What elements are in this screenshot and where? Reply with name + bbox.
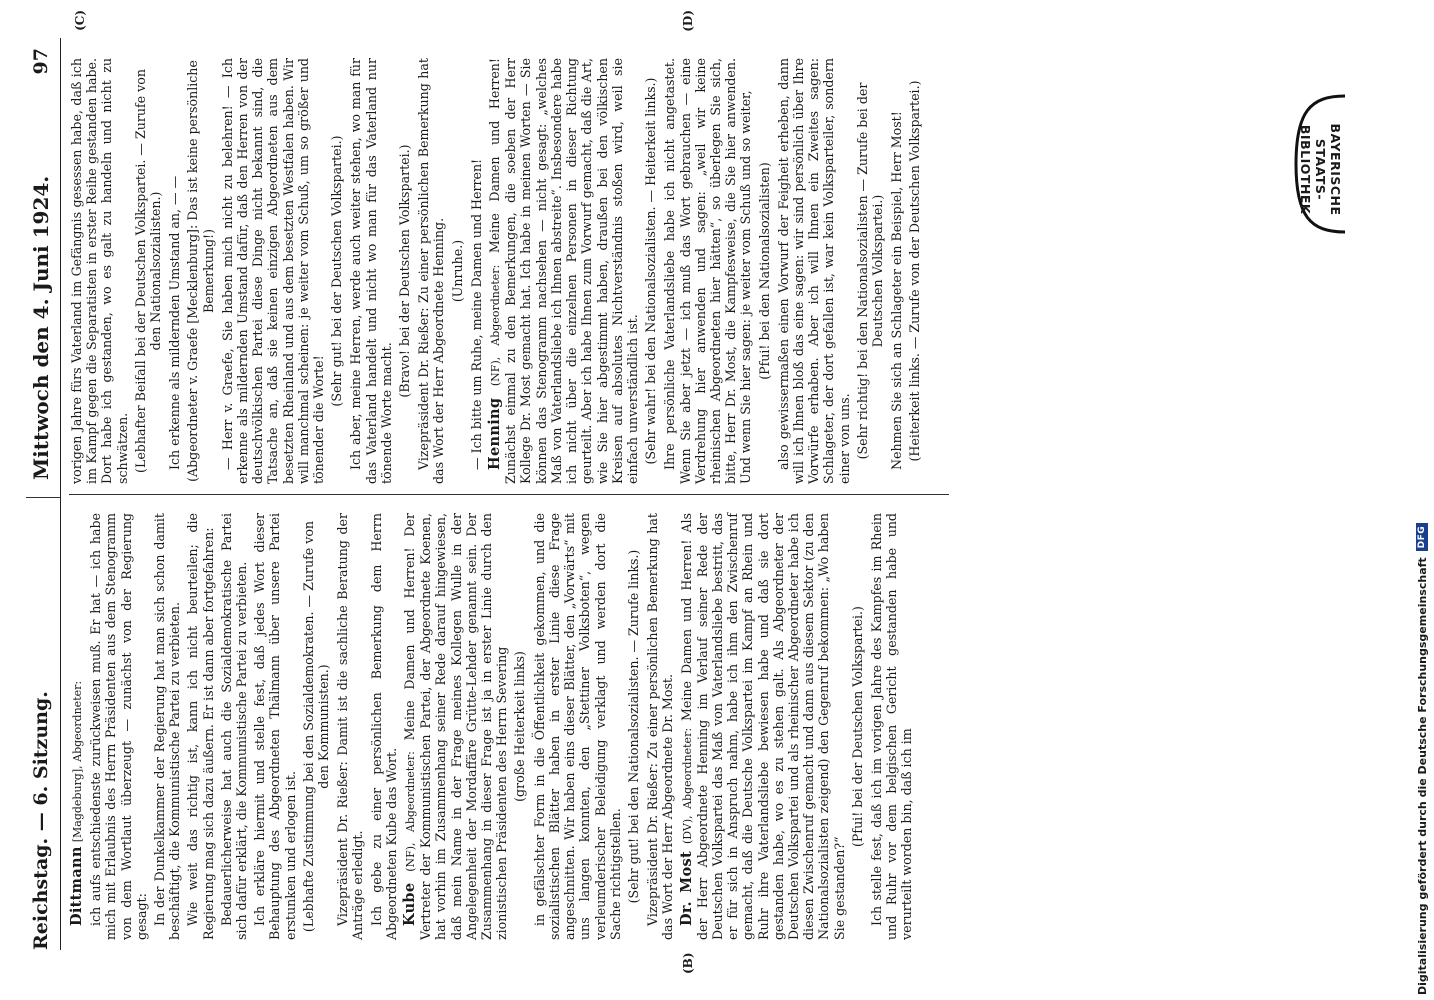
- body-paragraph: Ich stelle fest, daß ich im vorigen Jahre des Kampfes im Rhein und Ruhr vor dem belgischen Gericht gestanden habe und verurteilt worden bin, daß ich im: [868, 513, 915, 940]
- body-paragraph: Bedauerlicherweise hat auch die Sozialdemokratische Partei sich dafür erklärt, die Kommunistische Partei zu verbieten.: [218, 513, 250, 940]
- interjection: (Bravo! bei der Deutschen Volkspartei.): [397, 144, 413, 398]
- speaker-role: (DV), Abgeordneter:: [680, 727, 694, 845]
- stamp-line: STAATS-: [1313, 138, 1328, 201]
- body-paragraph: vorigen Jahre fürs Vaterland im Gefängnis gesessen habe, daß ich im Kampf gegen die Separatisten in erster Reihe gestanden habe. Dort habe ich gestanden, wo es galt zu handeln und nicht zu schwätzen.: [69, 58, 130, 484]
- body-paragraph: Vizepräsident Dr. Rießer: Zu einer persönlichen Bemerkung hat das Wort der Herr Abgeordnete Henning.: [416, 58, 447, 484]
- header-session: Reichstag. — 6. Sitzung.: [30, 691, 52, 950]
- text-columns: [68, 10, 949, 974]
- speaker-role: [Magdeburg], Abgeordneter:: [71, 680, 84, 843]
- header-divider: [26, 497, 60, 498]
- margin-marker-b: (B): [681, 952, 695, 974]
- page-header: [26, 38, 61, 950]
- library-stamp: [1290, 92, 1352, 237]
- interjection: (Pfui! bei der Deutschen Volkspartei.): [849, 606, 865, 847]
- interjection: (Sehr gut! bei den Nationalsozialisten. — Zurufe links.): [625, 549, 641, 904]
- interjection: (Lebhafte Zustimmung bei den Sozialdemokraten. — Zurufe von den Kommunisten.): [300, 520, 332, 933]
- dfg-logo: DFG: [1416, 523, 1428, 552]
- right-column: [69, 10, 949, 495]
- header-date: Mittwoch den 4. Juni 1924.: [29, 175, 53, 480]
- speech-text: Meine Damen und Herren! Zunächst einmal zu den Bemerkungen, die soeben der Herr Kollege Dr. Most gemacht hat. Ich habe in meinen Worten — Sie können das Stenogramm nachsehen — nicht gesagt: „welches Maß von Vaterlandsliebe ich Ihnen abstreite“. Insbesondere habe ich nicht über die einzelnen Personen in dieser Richtung geurteilt. Aber ich habe Ihnen zum Vorwurf gemacht, daß die Art, wie Sie hier abgestimmt haben, draußen bei den völkischen Kreisen auf absolutes Nichtverständnis stoßen wird, weil sie einfach unverständlich ist.: [487, 58, 640, 484]
- stamp-line: BIBLIOTHEK: [1298, 124, 1313, 215]
- body-paragraph: Vizepräsident Dr. Rießer: Damit ist die sachliche Beratung der Anträge erledigt.: [335, 513, 366, 940]
- speaker-role: (NF), Abgeordneter:: [489, 264, 503, 387]
- stamp-line: BAYERISCHE: [1328, 123, 1343, 216]
- document-page: [20, 10, 1380, 980]
- body-paragraph: Nehmen Sie sich an Schlageter ein Beispiel, Herr Most!: [889, 111, 905, 470]
- speech-text: Meine Damen und Herren! Der Vertreter der Kommunistischen Partei, der Abgeordnete Koenen, hat vorhin im Zusammenhang seiner Rede darauf hingewiesen, daß mein Name in der Frage meines Kollegen Wulle in der Angelegenheit der Mordaffäre Grütte-Lehder genannt sein. Der Zusammenhang in dieser Frage ist ja in erster Linie durch den zionistischen Präsidenten des Herrn Severing: [402, 513, 510, 940]
- speaker-name: Dr. Most: [677, 851, 695, 926]
- margin-marker-d: (D): [681, 10, 695, 32]
- interjection: (Lebhafter Beifall bei der Deutschen Volkspartei. — Zurufe von den Nationalsozialisten.): [132, 69, 164, 473]
- interjection: (große Heiterkeit links): [512, 651, 528, 802]
- body-paragraph: Ich erkenne als mildernden Umstand an, — —: [167, 175, 183, 470]
- body-paragraph: Ich gebe zu einer persönlichen Bemerkung dem Herrn Abgeordneten Kube das Wort.: [368, 513, 399, 940]
- body-paragraph: Ihre persönliche Vaterlandsliebe habe ich nicht angetastet. Wenn Sie aber jetzt — ich muß das Wort gebrauchen — eine Verdrehung hier anwenden und sagen: „weil wir keine rheinischen Abgeordneten hier hätten“, so überlegen Sie sich, bitte, Herr Dr. Most, die Kampfesweise, die Sie hier anwenden. Und wenn Sie hier sagen: je weiter vom Schuß und so weiter,: [662, 58, 754, 484]
- body-paragraph: Wie weit das richtig ist, kann ich nicht beurteilen; die Regierung mag sich dazu äußern. Er ist dann aber fortgefahren:: [185, 513, 216, 940]
- interjection: (Sehr richtig! bei den Nationalsozialisten — Zurufe bei der Deutschen Volkspartei.): [854, 82, 885, 460]
- speech-text: Meine Damen und Herren! Als der Herr Abgeordnete Henning im Verlauf seiner Rede der Deutschen Volkspartei das Maß von Vaterlandsliebe bestritt, das er für sich in Anspruch nahm, habe ich ihm den Zwischenruf gemacht, daß die Deutsche Volkspartei im Kampf an Rhein und Ruhr ihre Vaterlandsliebe bewiesen habe und daß sie dort gestanden habe, wo es zu stehen galt. Als Abgeordneter der Deutschen Volkspartei und als rheinischer Abgeordneter habe ich diesen Zwischenruf gemacht und dann aus diesem Sektor (zu den Nationalsozialisten zeigend) den Gegenruf bekommen: „Wo haben Sie gestanden?“: [678, 513, 847, 940]
- speaker-name: Dittmann: [68, 846, 85, 926]
- margin-marker-c: (C): [73, 10, 87, 31]
- speech-paragraph: [679, 513, 847, 940]
- body-paragraph: ich aufs entschiedenste zurückweisen muß. Er hat — ich habe mich mit Erlaubnis des Herrn Präsidenten aus dem Stenogramm von dem Wortlaut überzeugt — zunächst von der Regierung gesagt:: [88, 513, 149, 940]
- interjection: (Pfui! bei den Nationalsozialisten): [756, 162, 772, 380]
- interjection: (Abgeordneter v. Graefe [Mecklenburg]: Das ist keine persönliche Bemerkung!): [185, 60, 216, 482]
- body-paragraph: in gefälschter Form in die Öffentlichkeit gekommen, und die sozialistischen Blätter haben in erster Linie diese Frage angeschnitten. Wir haben eins dieser Blätter, den „Vorwärts“ mit uns langen konnten, den „Stettiner Volksboten“, wegen verleumderischer Beleidigung verklagt und werden dort die Sache richtigstellen.: [531, 513, 623, 940]
- funding-credit: [1412, 5, 1432, 995]
- speaker-name: Kube: [401, 882, 419, 926]
- body-paragraph: Vizepräsident Dr. Rießer: Zu einer persönlichen Bemerkung hat das Wort der Herr Abgeordnete Dr. Most.: [645, 513, 676, 940]
- interjection: (Sehr wahr! bei den Nationalsozialisten. — Heiterkeit links.): [643, 77, 659, 465]
- speech-paragraph: [69, 513, 85, 940]
- body-paragraph: In der Dunkelkammer der Regierung hat man sich schon damit beschäftigt, die Kommunistische Partei zu verbieten.: [152, 513, 183, 940]
- body-paragraph: Ich erkläre hiermit und stelle fest, daß jedes Wort dieser Behauptung des Abgeordneten Thälmann über unsere Partei erstunken und erlogen ist.: [252, 513, 298, 940]
- interjection: (Sehr gut! bei der Deutschen Volkspartei.): [329, 135, 345, 407]
- body-paragraph: — Ich bitte um Ruhe, meine Damen und Herren!: [468, 158, 484, 470]
- stamp-text: [1298, 97, 1343, 242]
- speaker-role: (NF), Abgeordneter:: [404, 751, 418, 872]
- credit-text: Digitalisierung gefördert durch die Deutsche Forschungsgemeinschaft: [1415, 557, 1429, 995]
- speech-paragraph: [402, 513, 509, 940]
- body-paragraph: also gewissermaßen einen Vorwurf der Feigheit erheben, dann will ich Ihnen bloß das eine sagen: wir sind persönlich über Ihre Vorwürfe erhaben. Aber ich will Ihnen ein Zweites sagen: Schlageter, der dort gefallen ist, war kein Volksparteiler, sondern einer von uns.: [775, 58, 852, 484]
- interjection: (Unruhe.): [449, 239, 465, 303]
- body-paragraph: — Herr v. Graefe, Sie haben mich nicht zu belehren! — Ich erkenne als mildernden Umstand dafür, daß den Herren von der deutschvölkischen Partei diese Dinge nicht bekannt sind, die Tatsache an, daß sie keinen einzigen Abgeordneten aus dem besetzten Rheinland und aus dem besetzten Westfalen haben. Wir will manchmal scheinen: je weiter vom Schuß, um so größer und tönender die Worte!: [219, 58, 327, 484]
- speaker-name: Henning: [486, 397, 504, 470]
- left-column: [68, 495, 949, 974]
- interjection: (Heiterkeit links. — Zurufe von der Deutschen Volkspartei.): [907, 80, 923, 462]
- speech-paragraph: [487, 58, 640, 484]
- page-number: 97: [30, 48, 52, 75]
- body-paragraph: Ich aber, meine Herren, werde auch weiter stehen, wo man für das Vaterland handelt und nicht wo man für das Vaterland nur tönende Worte macht.: [348, 58, 394, 484]
